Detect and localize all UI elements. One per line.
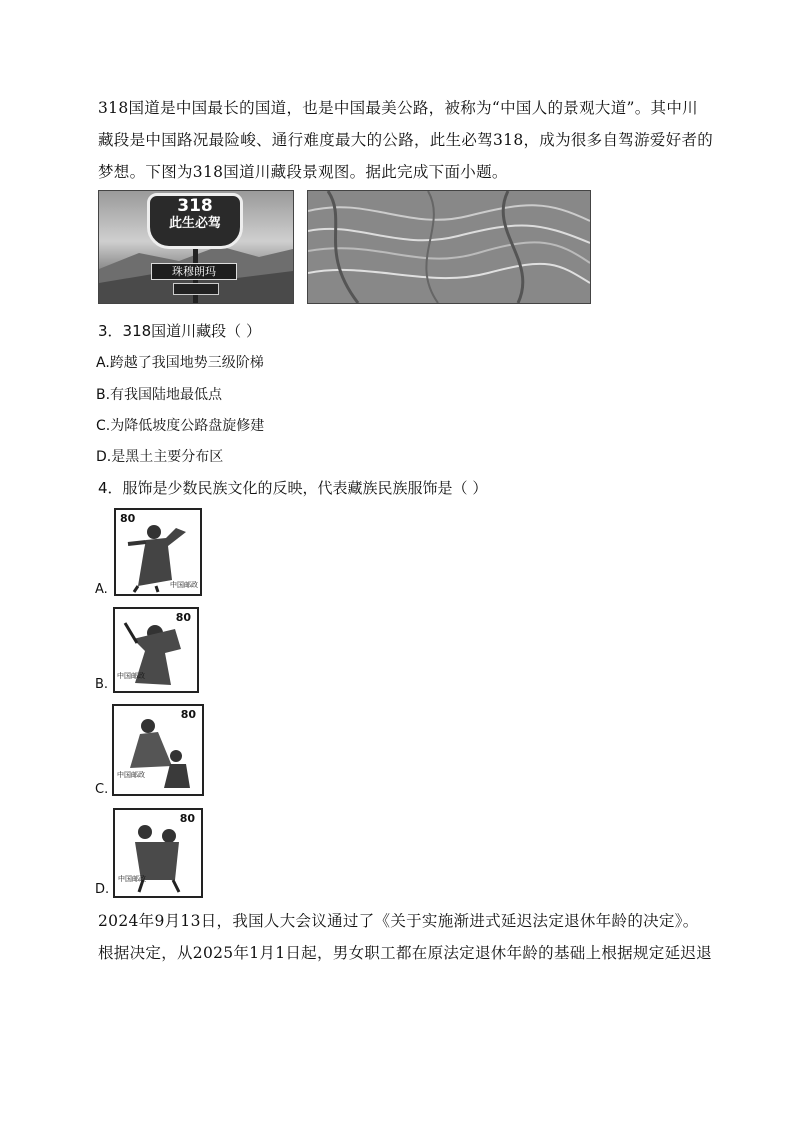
dancer-figure-icon [114, 706, 202, 794]
stamp-d[interactable] [113, 808, 203, 898]
winding-road-photo [307, 190, 591, 304]
question-4-stem: 4．服饰是少数民族文化的反映，代表藏族民族服饰是（ ） [98, 479, 488, 497]
place-plate: 珠穆朗玛 [151, 263, 237, 280]
q4-label-d[interactable]: D. [95, 882, 110, 897]
stamp-price: 80 [180, 708, 196, 721]
stamp-b[interactable] [113, 607, 199, 693]
stamp-post-label: 中国邮政 [170, 581, 198, 589]
shield-sign [147, 193, 243, 249]
sign-number: 318 [177, 196, 213, 216]
q4-label-b[interactable]: B. [95, 677, 109, 692]
outro-paragraph [98, 905, 712, 969]
question-3-stem: 3．318国道川藏段（ ） [98, 322, 261, 340]
intro-line: 藏段是中国路况最险峻、通行难度最大的公路，此生必驾318，成为很多自驾游爱好者的 [98, 131, 714, 149]
sign-text: 此生必驾 [168, 216, 221, 231]
q3-option-a[interactable]: A.跨越了我国地势三级阶梯 [96, 355, 264, 371]
stamp-post-label: 中国邮政 [118, 875, 146, 883]
intro-line: 梦想。下图为318国道川藏段景观图。据此完成下面小题。 [98, 163, 508, 181]
q4-label-c[interactable]: C. [95, 782, 109, 797]
q3-option-b[interactable]: B.有我国陆地最低点 [96, 387, 223, 403]
winding-road-texture [308, 191, 590, 303]
q4-label-a[interactable]: A. [95, 582, 108, 597]
stamp-price: 80 [175, 611, 191, 624]
q3-option-d[interactable]: D.是黑土主要分布区 [96, 449, 224, 465]
outro-line: 根据决定，从2025年1月1日起，男女职工都在原法定退休年龄的基础上根据规定延迟退 [98, 944, 712, 962]
intro-line: 318国道是中国最长的国道，也是中国最美公路，被称为“中国人的景观大道”。其中川 [98, 99, 698, 117]
stamp-price: 80 [120, 512, 136, 525]
stamp-post-label: 中国邮政 [117, 771, 145, 779]
stamp-price: 80 [179, 812, 195, 825]
road-sign-photo [98, 190, 294, 304]
outro-line: 2024年9月13日，我国人大会议通过了《关于实施渐进式延迟法定退休年龄的决定》。 [98, 912, 699, 930]
q3-option-c[interactable]: C.为降低坡度公路盘旋修建 [96, 418, 265, 434]
stamp-post-label: 中国邮政 [117, 672, 145, 680]
stamp-a[interactable] [114, 508, 202, 596]
stamp-c[interactable] [112, 704, 204, 796]
intro-paragraph [98, 92, 714, 188]
small-plate [173, 283, 219, 295]
